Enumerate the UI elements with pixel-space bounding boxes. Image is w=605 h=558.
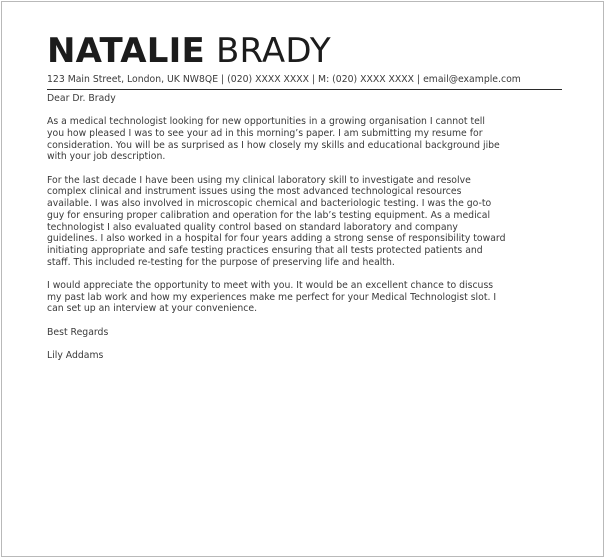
paragraph-line: As a medical technologist looking for new opportunities in a growing organisation I cannot tell (47, 116, 485, 128)
salutation: Dear Dr. Brady (47, 93, 116, 104)
paragraph-1 (47, 116, 565, 163)
paragraph-line: you how pleased I was to see your ad in this morning’s paper. I am submitting my resume for (47, 128, 483, 139)
last-name: BRADY (215, 31, 331, 71)
paragraph-line: complex clinical and instrument issues using the most advanced technological resources (47, 186, 462, 198)
paragraph-line: can set up an interview at your convenience. (47, 303, 258, 315)
paragraph-line: staff. This included re-testing for the purpose of preserving life and health. (47, 256, 395, 268)
paragraph-line: guy for ensuring proper calibration and operation for the lab’s testing equipment. As a medical (47, 209, 491, 221)
paragraph-line: available. I was also involved in microscopic chemical and bacteriologic testing. I was the go-to (47, 198, 492, 210)
paragraph-line: technologist I also evaluated quality control based on standard laboratory and company (47, 221, 458, 233)
cover-letter-page (1, 1, 604, 557)
signature: Lily Addams (47, 349, 104, 361)
applicant-name (47, 28, 331, 74)
paragraph-2 (47, 175, 565, 269)
contact-details: 123 Main Street, London, UK NW8QE | (020) XXXX XXXX | M: (020) XXXX XXXX | email@example.com (47, 73, 562, 90)
paragraph-line: For the last decade I have been using my clinical laboratory skill to investigate and resolve (47, 174, 471, 186)
first-name: NATALIE (47, 31, 205, 71)
paragraph-line: my past lab work and how my experiences make me perfect for your Medical Technologist slot. I (47, 291, 497, 303)
paragraph-line: guidelines. I also worked in a hospital for four years adding a strong sense of responsibility toward (47, 233, 506, 245)
letter-body (47, 93, 565, 373)
paragraph-line: initiating appropriate and safe testing practices ensuring that all tests protected patients and (47, 244, 483, 256)
closing: Best Regards (47, 326, 109, 338)
paragraph-3 (47, 280, 565, 315)
paragraph-line: with your job description. (47, 151, 166, 163)
paragraph-line: I would appreciate the opportunity to meet with you. It would be an excellent chance to discuss (47, 279, 494, 291)
paragraph-line: consideration. You will be as surprised as I how closely my skills and educational background jibe (47, 139, 500, 151)
